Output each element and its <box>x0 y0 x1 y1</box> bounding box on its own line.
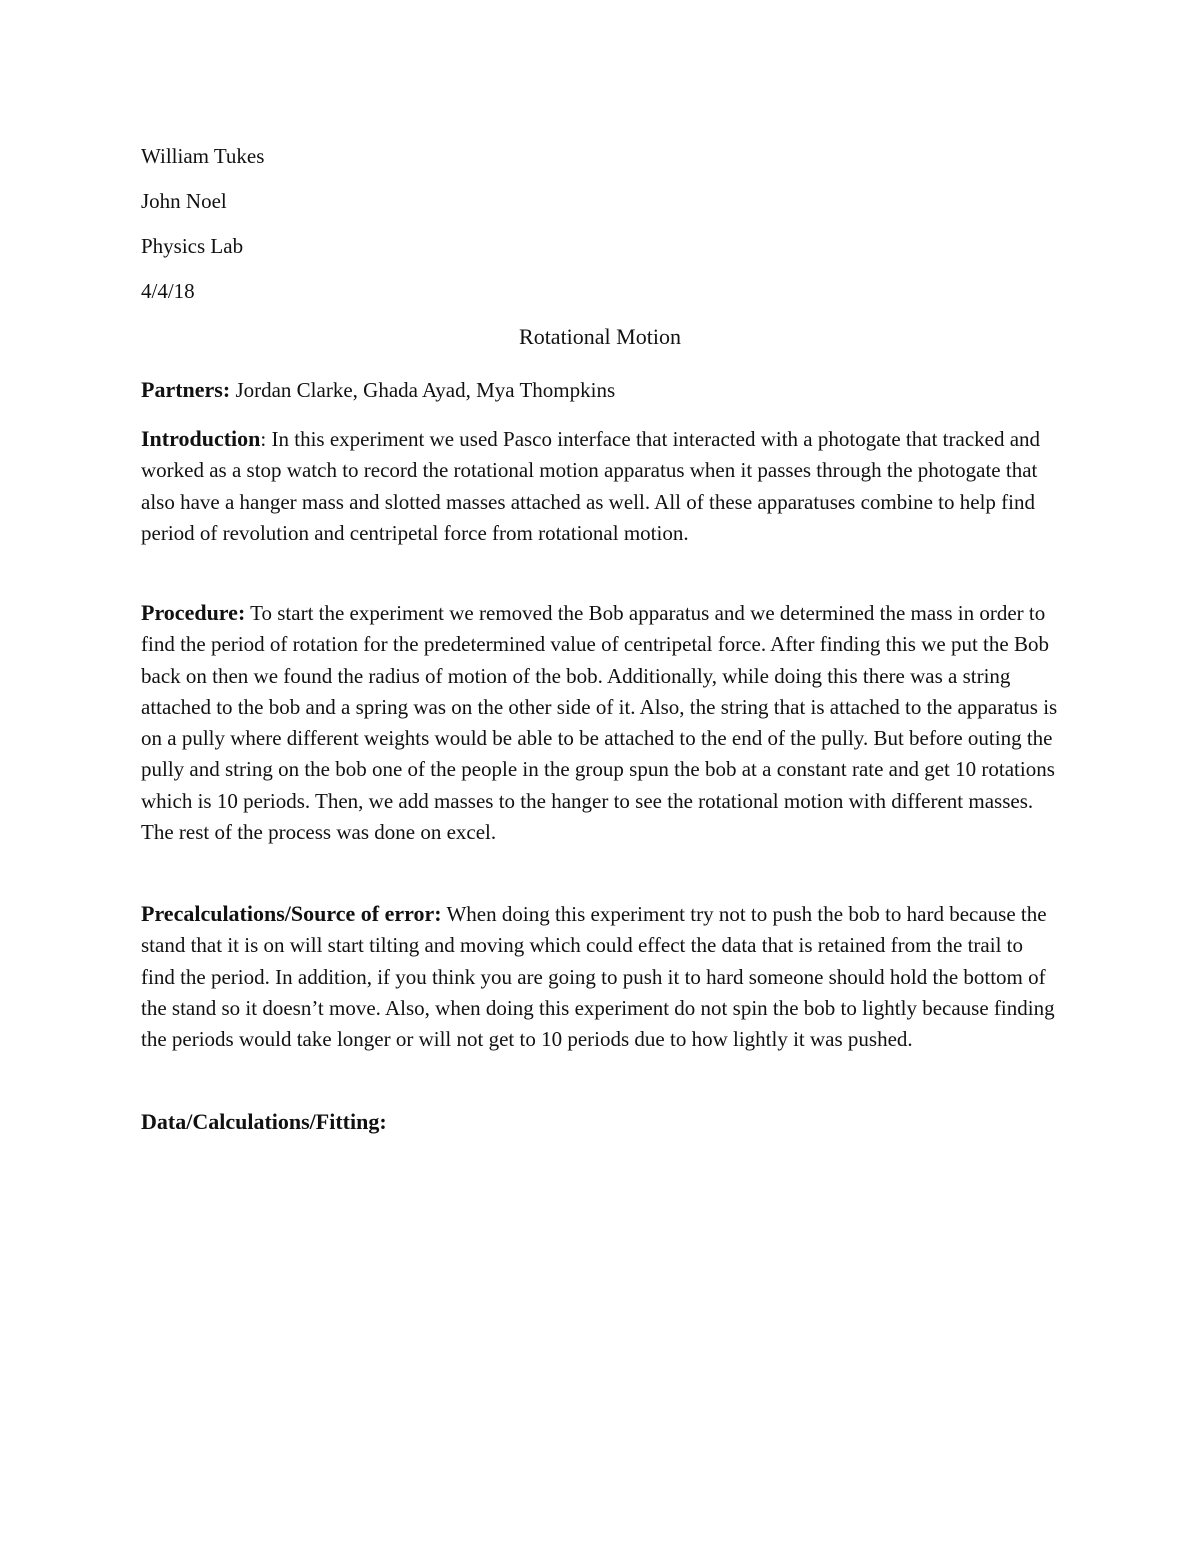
introduction-text: : In this experiment we used Pasco interface that interacted with a photogate that tracked and worked as a stop watch to record the rotational motion apparatus when it passes through the photogate that also have a hanger mass and slotted masses attached as well. All of these apparatuses combine to help find period of revolution and centripetal force from rotational motion. <box>141 427 1041 545</box>
partners-text: Jordan Clarke, Ghada Ayad, Mya Thompkins <box>230 378 616 402</box>
data-section-label: Data/Calculations/Fitting: <box>141 1109 387 1134</box>
partners-label: Partners: <box>141 377 231 402</box>
report-date: 4/4/18 <box>141 279 195 303</box>
procedure-label: Procedure: <box>141 600 246 625</box>
precalculations-text: When doing this experiment try not to push the bob to hard because the stand that it is on will start tilting and moving which could effect the data that is retained from the trail to find the period. In addition, if you think you are going to push it to hard someone should hold the bottom of the stand so it doesn’t move. Also, when doing this experiment do not spin the bob to lightly because finding the periods would take longer or will not get to 10 periods due to how lightly it was pushed. <box>141 902 1055 1052</box>
partners-paragraph <box>141 374 1061 406</box>
course-name: Physics Lab <box>141 234 244 258</box>
author-name-2: John Noel <box>141 189 227 213</box>
introduction-label: Introduction <box>141 426 261 451</box>
data-section-heading <box>141 1106 1061 1138</box>
procedure-text: To start the experiment we removed the Bob apparatus and we determined the mass in order to find the period of rotation for the predetermined value of centripetal force. After finding this we put the Bob back on then we found the radius of motion of the bob. Additionally, while doing this there was a string attached to the bob and a spring was on the other side of it. Also, the string that is attached to the apparatus is on a pully where different weights would be able to be attached to the end of the pully. But before outing the pully and string on the bob one of the people in the group spun the bob at a constant rate and get 10 rotations which is 10 periods. Then, we add masses to the hanger to see the rotational motion with different masses. The rest of the process was done on excel. <box>141 601 1058 845</box>
precalculations-paragraph <box>141 898 1061 1055</box>
procedure-paragraph <box>141 597 1061 848</box>
precalculations-label: Precalculations/Source of error: <box>141 901 442 926</box>
document-title: Rotational Motion <box>519 324 681 349</box>
author-name-1: William Tukes <box>141 144 265 168</box>
introduction-paragraph <box>141 423 1061 549</box>
